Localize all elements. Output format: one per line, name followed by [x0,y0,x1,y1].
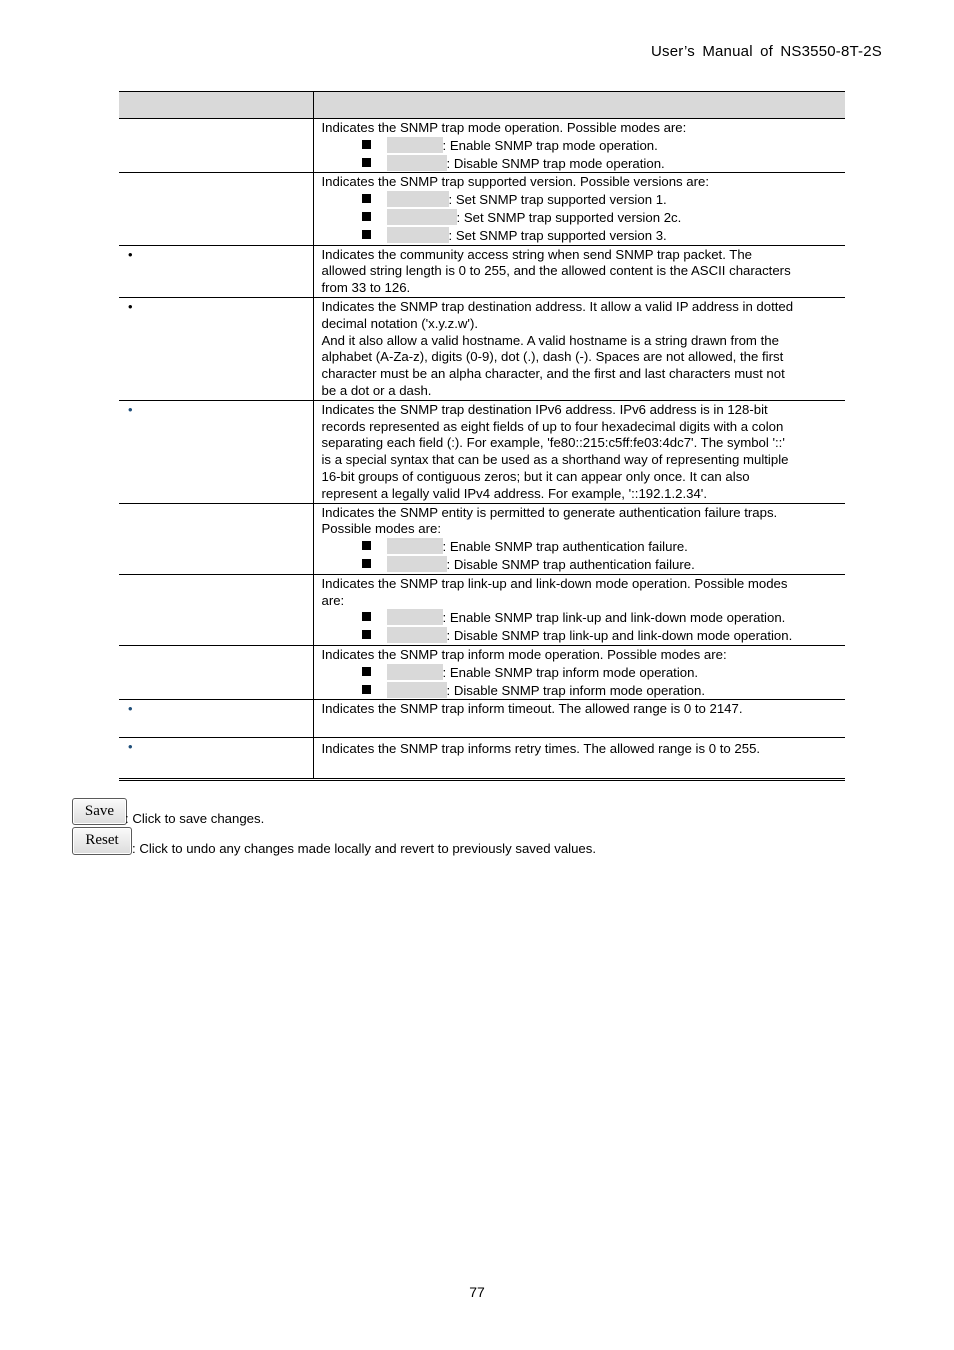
description-line: character must be an alpha character, and the first and last characters must not [321,366,785,382]
square-bullet-icon [362,140,371,149]
description-line: are: [321,592,345,608]
option-value-placeholder [387,209,457,225]
description-line: separating each field (:). For example, 'fe80::215:c5ff:fe03:4dc7'. The symbol '::' [321,435,785,451]
description-line: alphabet (A-Za-z), digits (0-9), dot (.), dash (-). Spaces are not allowed, the first [321,349,784,365]
option-item [362,137,840,155]
description-cell [313,245,845,297]
option-value-placeholder [387,609,443,625]
description-cell [313,700,845,738]
reset-button-description [72,827,596,855]
parameter-table [119,91,845,781]
save-description-text: : Click to save changes. [125,811,265,826]
option-text: : Enable SNMP trap link-up and link-down mode operation. [442,610,786,626]
description-line: is a special syntax that can be used as a shorthand way of representing multiple [321,452,789,468]
square-bullet-icon [362,667,371,676]
description-line: Indicates the SNMP trap destination address. It allow a valid IP address in dotted [321,298,794,314]
description-cell [313,173,845,245]
object-cell [119,173,313,245]
option-text: : Enable SNMP trap inform mode operation. [442,664,699,680]
option-text: : Disable SNMP trap authentication failure. [446,556,695,572]
option-text: : Disable SNMP trap inform mode operation. [446,682,705,698]
description-line: represent a legally valid IPv4 address. For example, '::192.1.2.34'. [321,485,707,501]
description-line: Indicates the SNMP trap mode operation. Possible modes are: [321,120,687,135]
object-cell [119,297,313,400]
option-text: : Set SNMP trap supported version 2c. [456,209,682,225]
option-value-placeholder [387,627,447,643]
option-item [362,227,840,245]
table-row [119,119,845,173]
bullet-icon: • [128,739,133,755]
option-value-placeholder [387,155,447,171]
square-bullet-icon [362,194,371,203]
square-bullet-icon [362,685,371,694]
description-line: Indicates the SNMP trap inform timeout. The allowed range is 0 to 2147. [321,701,743,717]
description-line: Indicates the SNMP trap link-up and link-down mode operation. Possible modes [321,575,788,591]
page-header: User’s Manual of NS3550-8T-2S [650,43,882,60]
table-row [119,503,845,574]
object-cell [119,700,313,738]
page-number: 77 [469,1284,485,1300]
object-cell [119,400,313,503]
object-cell [119,119,313,173]
description-line: And it also allow a valid hostname. A valid hostname is a string drawn from the [321,332,779,348]
option-text: : Enable SNMP trap mode operation. [442,137,658,153]
option-value-placeholder [387,556,447,572]
save-button-description [72,798,266,825]
square-bullet-icon [362,559,371,568]
bullet-icon: • [128,401,133,417]
description-line: from 33 to 126. [321,280,411,296]
table-row [119,738,845,780]
description-cell [313,119,845,173]
description-line: Indicates the SNMP trap supported version. Possible versions are: [321,174,710,190]
table-row [119,297,845,400]
bullet-icon: • [128,246,133,262]
object-cell [119,738,313,780]
square-bullet-icon [362,612,371,621]
option-item [362,556,840,574]
table-row [119,700,845,738]
description-line: Indicates the community access string when send SNMP trap packet. The [321,246,753,262]
description-line: 16-bit groups of contiguous zeros; but it can appear only once. It can also [321,468,750,484]
option-item [362,155,840,173]
object-cell [119,645,313,699]
object-cell [119,245,313,297]
table-header-row [119,92,845,119]
option-text: : Disable SNMP trap mode operation. [446,155,665,171]
square-bullet-icon [362,212,371,221]
option-value-placeholder [387,538,443,554]
bullet-icon: • [128,701,133,717]
description-cell [313,297,845,400]
option-text: : Set SNMP trap supported version 3. [448,227,667,243]
description-cell [313,738,845,780]
square-bullet-icon [362,630,371,639]
description-cell [313,400,845,503]
option-item [362,209,840,227]
square-bullet-icon [362,230,371,239]
description-cell [313,574,845,645]
description-line: allowed string length is 0 to 255, and the allowed content is the ASCII characters [321,263,791,279]
option-item [362,191,840,209]
object-cell [119,503,313,574]
option-value-placeholder [387,227,449,243]
description-line: Indicates the SNMP trap inform mode operation. Possible modes are: [321,646,727,662]
object-cell [119,574,313,645]
description-line: Possible modes are: [321,521,441,537]
option-item [362,609,840,627]
option-value-placeholder [387,664,443,680]
header-cell-object [119,92,313,119]
description-cell [313,645,845,699]
description-line: decimal notation ('x.y.z.w'). [321,315,478,331]
reset-button[interactable]: Reset [72,827,132,855]
description-line: Indicates the SNMP trap informs retry times. The allowed range is 0 to 255. [321,741,761,757]
option-item [362,627,840,645]
option-value-placeholder [387,191,449,207]
option-value-placeholder [387,137,443,153]
option-item [362,682,840,700]
description-line: Indicates the SNMP entity is permitted to generate authentication failure traps. [321,504,778,520]
save-button[interactable]: Save [72,798,127,825]
description-cell [313,503,845,574]
bullet-icon: • [128,298,133,314]
table-row [119,173,845,245]
reset-description-text: : Click to undo any changes made locally and revert to previously saved values. [132,841,597,856]
description-line: be a dot or a dash. [321,382,432,398]
header-cell-description [313,92,845,119]
option-item [362,664,840,682]
option-text: : Disable SNMP trap link-up and link-down mode operation. [446,628,793,644]
square-bullet-icon [362,541,371,550]
option-text: : Enable SNMP trap authentication failure. [442,539,688,555]
option-value-placeholder [387,682,447,698]
square-bullet-icon [362,158,371,167]
table-row [119,245,845,297]
table-row [119,400,845,503]
option-text: : Set SNMP trap supported version 1. [448,192,667,208]
option-item [362,538,840,556]
description-line: Indicates the SNMP trap destination IPv6 address. IPv6 address is in 128-bit [321,401,768,417]
table-row [119,645,845,699]
description-line: records represented as eight fields of up to four hexadecimal digits with a colon [321,418,784,434]
table-row [119,574,845,645]
